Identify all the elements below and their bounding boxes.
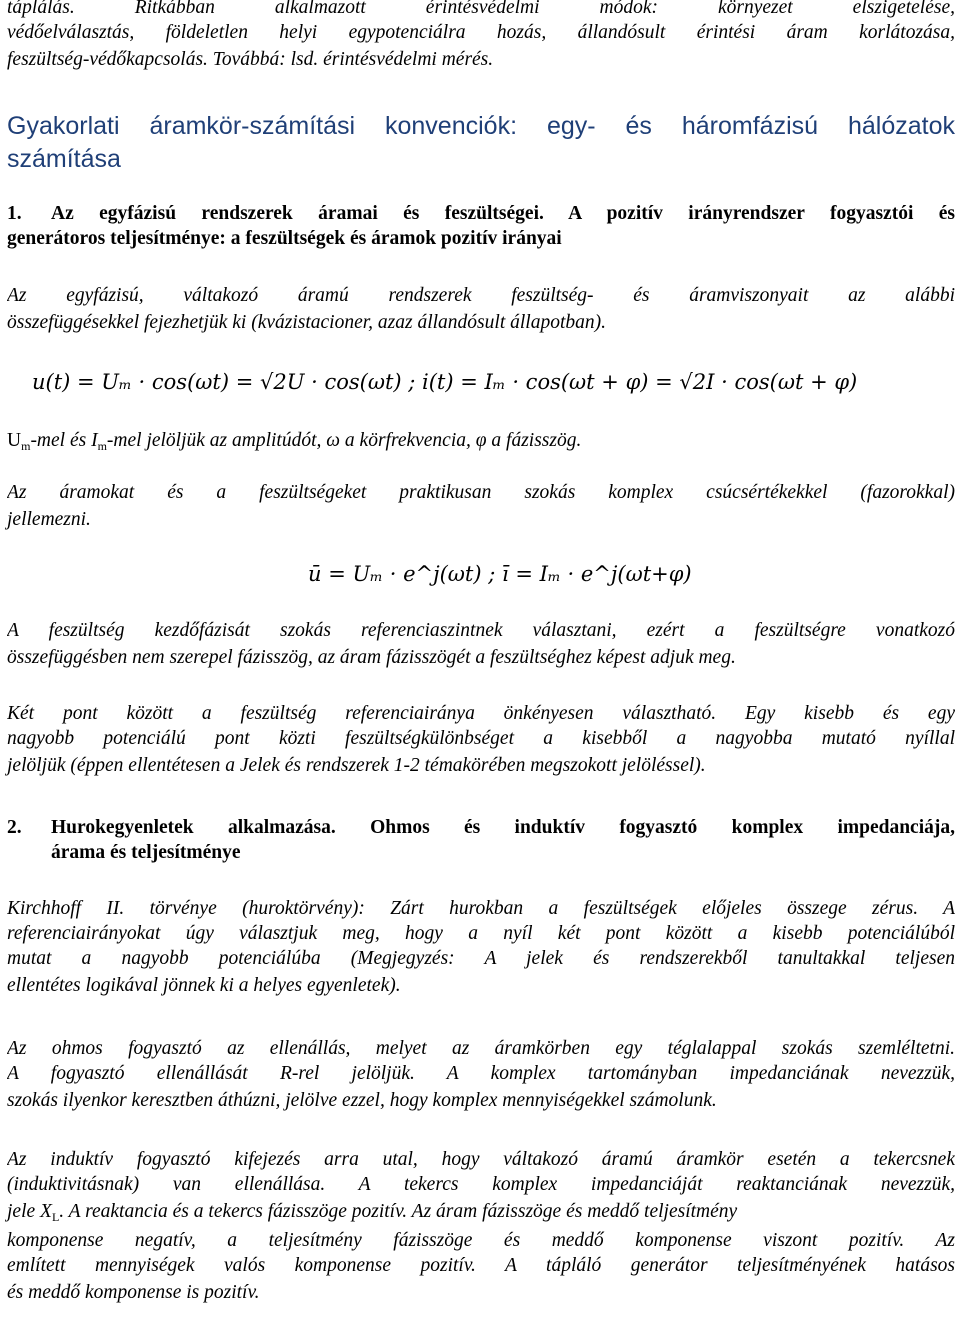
subsection-1-title <box>7 201 955 251</box>
text-line: jelöljük (éppen ellentétesen a Jelek és rendszerek 1-2 témakörében megszokott jelöléssel). <box>7 755 706 776</box>
text-line: védőelválasztás, földeletlen helyi egypotenciálra hozás, állandósult érintési áram korlátozása, <box>7 22 955 43</box>
paragraph-6 <box>7 898 955 998</box>
intro-paragraph <box>7 0 955 72</box>
title-line: árama és teljesítménye <box>51 842 241 863</box>
text-line: mutat a nagyobb potenciálúba (Megjegyzés: A jelek és rendszerekből tanultakkal teljesen <box>7 948 955 969</box>
text-line: összefüggésekkel fejezhetjük ki (kvázistacioner, azaz állandósult állapotban). <box>7 312 606 333</box>
title-line: Az egyfázisú rendszerek áramai és feszültségei. A pozitív irányrendszer fogyasztói és <box>51 203 955 224</box>
title-line: generátoros teljesítménye: a feszültségek és áramok pozitív irányai <box>7 228 562 249</box>
text-line: táplálás. Ritkábban alkalmazott érintésvédelmi módok: környezet elszigetelése, <box>7 0 955 18</box>
text-line: Kirchhoff II. törvénye (huroktörvény): Zárt hurokban a feszültségek előjeles összege zérus. A <box>7 898 955 919</box>
paragraph-3 <box>7 482 955 532</box>
heading-line: számítása <box>7 145 121 173</box>
heading-line: Gyakorlati áramkör-számítási konvenciók: egy- és háromfázisú hálózatok <box>7 112 955 140</box>
title-line: Hurokegyenletek alkalmazása. Ohmos és induktív fogyasztó komplex impedanciája, <box>51 817 955 838</box>
text-line: feszültség-védőkapcsolás. Továbbá: lsd. érintésvédelmi mérés. <box>7 49 494 70</box>
subsection-number: 2. <box>7 817 22 838</box>
paragraph-4 <box>7 620 955 670</box>
text-line: szokás ilyenkor keresztben áthúzni, jelölve ezzel, hogy komplex mennyiségekkel számolunk. <box>7 1090 717 1111</box>
text-line: (induktivitásnak) van ellenállása. A tekercs komplex impedanciáját reaktanciának nevezzük, <box>7 1174 955 1195</box>
subscript: L <box>51 1210 60 1224</box>
text-span: -mel jelöljük az amplitúdót, ω a körfrekvencia, φ a fázisszög. <box>106 430 582 451</box>
text-line: említett mennyiségek valós komponense pozitív. A tápláló generátor teljesítményének hatásos <box>7 1255 955 1276</box>
text-line: komponense negatív, a teljesítmény fázisszöge és meddő komponense viszont pozitív. Az <box>7 1230 955 1251</box>
text-line: összefüggésben nem szerepel fázisszög, az áram fázisszögét a feszültséghez képest adjuk meg. <box>7 647 736 668</box>
symbol-u: U <box>7 430 22 451</box>
text-line: és meddő komponense is pozitív. <box>7 1282 260 1303</box>
subscript: m <box>21 439 31 453</box>
equation-voltage-current: u(t) = Uₘ · cos(ωt) = √2U · cos(ωt) ; i(t) = Iₘ · cos(ωt + φ) = √2I · cos(ωt + φ) <box>32 370 858 394</box>
text-line <box>7 1199 955 1230</box>
text-line: ellentétes logikával jönnek ki a helyes egyenletek). <box>7 975 401 996</box>
section-heading <box>7 110 955 176</box>
text-line: Az ohmos fogyasztó az ellenállás, melyet az áramkörben egy téglalappal szokás szemléltetni. <box>7 1038 955 1059</box>
text-line: nagyobb potenciálú pont közti feszültségkülönbséget a kisebből a nagyobba mutató nyíllal <box>7 728 955 749</box>
paragraph-7 <box>7 1038 955 1113</box>
subsection-number: 1. <box>7 203 22 224</box>
equation-phasors: ū = Uₘ · e^j(ωt) ; ī = Iₘ · e^j(ωt+φ) <box>308 562 692 586</box>
paragraph-2 <box>7 428 955 459</box>
text-line: A feszültség kezdőfázisát szokás referenciaszintnek választani, ezért a feszültségre vonatkozó <box>7 620 955 641</box>
text-line: referenciairányokat úgy választjuk meg, hogy a nyíl két pont között a kisebb potenciálúból <box>7 923 955 944</box>
text-span: . A reaktancia és a tekercs fázisszöge pozitív. Az áram fázisszöge és meddő teljesítmény <box>59 1201 738 1222</box>
subsection-2-title <box>7 815 955 865</box>
text-line: Az egyfázisú, váltakozó áramú rendszerek feszültség- és áramviszonyait az alábbi <box>7 285 955 306</box>
subscript: m <box>97 439 107 453</box>
text-line: jellemezni. <box>7 509 91 530</box>
paragraph-1 <box>7 285 955 335</box>
paragraph-8 <box>7 1149 955 1305</box>
text-line: A fogyasztó ellenállását R-rel jelöljük. A komplex tartományban impedanciának nevezzük, <box>7 1063 955 1084</box>
paragraph-5 <box>7 703 955 778</box>
text-span: jele X <box>7 1201 52 1222</box>
text-span: -mel és I <box>30 430 98 451</box>
text-line: Két pont között a feszültség referenciairánya önkényesen választható. Egy kisebb és egy <box>7 703 955 724</box>
text-line: Az áramokat és a feszültségeket praktikusan szokás komplex csúcsértékekkel (fazorokkal) <box>7 482 955 503</box>
text-line: Az induktív fogyasztó kifejezés arra utal, hogy váltakozó áramú áramkör esetén a tekercsnek <box>7 1149 955 1170</box>
